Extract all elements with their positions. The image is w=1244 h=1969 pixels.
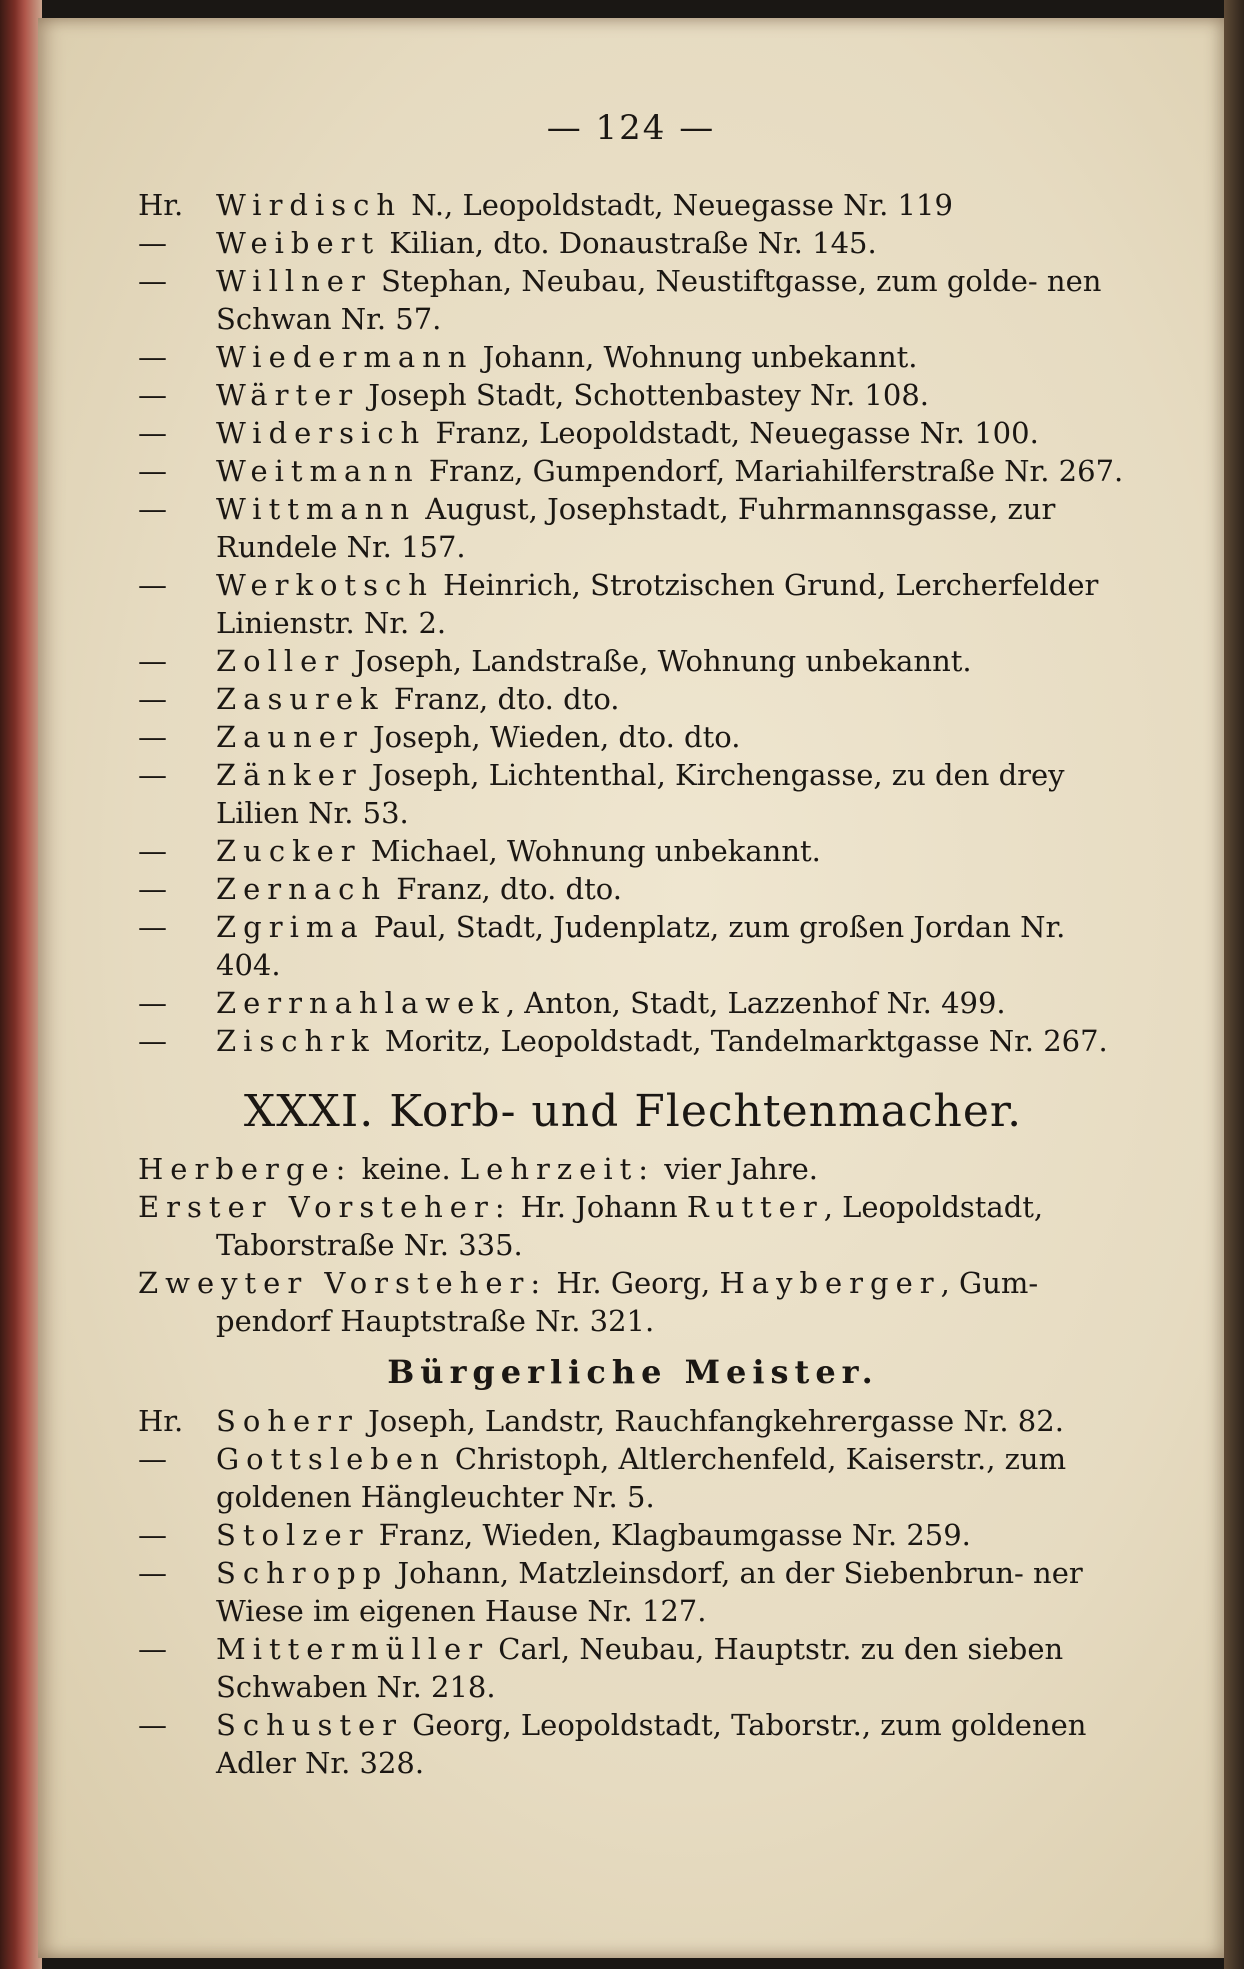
list-item	[138, 338, 1128, 376]
entry-details: , Anton, Stadt, Lazzenhof Nr. 499.	[505, 986, 1006, 1020]
entry-prefix: —	[138, 454, 167, 488]
book-spine-binding	[0, 0, 42, 1969]
section-title: XXXI. Korb- und Flechtenmacher.	[243, 1086, 1023, 1137]
entry-details: Heinrich, Strotzischen Grund, Lercherfelder Linienstr. Nr. 2.	[216, 568, 1099, 640]
entry-name: Zasurek	[216, 682, 385, 716]
entry-details: Kilian, dto. Donaustraße Nr. 145.	[380, 226, 877, 260]
entry-name: Willner	[216, 264, 372, 298]
entry-details: Joseph, Landstraße, Wohnung unbekannt.	[345, 644, 972, 678]
list-item	[138, 984, 1128, 1022]
list-item	[138, 870, 1128, 908]
entry-details: Christoph, Altlerchenfeld, Kaiserstr., zum goldenen Hängleuchter Nr. 5.	[216, 1442, 1067, 1514]
entry-prefix: —	[138, 492, 167, 526]
page-number: — 124 —	[546, 108, 716, 148]
entry-list-top	[138, 186, 1128, 1060]
entry-details: Franz, dto. dto.	[387, 872, 622, 906]
list-item	[138, 1516, 1128, 1554]
entry-prefix: Hr.	[138, 188, 184, 222]
entry-details: Johann, Wohnung unbekannt.	[473, 340, 918, 374]
entry-details: Johann, Matzleinsdorf, an der Siebenbrun- ner Wiese im eigenen Hause Nr. 127.	[216, 1556, 1083, 1628]
entry-name: Zerrnahlawek	[216, 986, 506, 1020]
entry-name: Weibert	[216, 226, 381, 260]
list-item	[138, 262, 1128, 338]
subsection-title: Bürgerliche Meister.	[387, 1353, 879, 1391]
entry-prefix: —	[138, 1708, 167, 1742]
lehrzeit-value: vier Jahre.	[655, 1152, 818, 1186]
list-item	[138, 566, 1128, 642]
entry-name: Mittermüller	[216, 1632, 490, 1666]
erster-vorsteher-name: Rutter	[686, 1190, 824, 1224]
entry-prefix: —	[138, 872, 167, 906]
entry-name: Wittmann	[216, 492, 417, 526]
page-edge	[1224, 0, 1244, 1969]
list-item	[138, 490, 1128, 566]
entry-details: Franz, Wieden, Klagbaumgasse Nr. 259.	[369, 1518, 971, 1552]
entry-details: Franz, Gumpendorf, Mariahilferstraße Nr. 267.	[419, 454, 1124, 488]
erster-vorsteher-prefix: Hr. Johann	[511, 1190, 687, 1224]
entry-prefix: —	[138, 1518, 167, 1552]
list-item	[138, 908, 1128, 984]
entry-name: Schuster	[216, 1708, 404, 1742]
lehrzeit-label: Lehrzeit:	[459, 1152, 656, 1186]
entry-prefix: —	[138, 758, 167, 792]
list-item	[138, 1554, 1128, 1630]
herberge-line	[138, 1150, 1128, 1188]
entry-details: Stephan, Neubau, Neustiftgasse, zum golde- nen Schwan Nr. 57.	[216, 264, 1102, 336]
list-item	[138, 186, 1128, 224]
herberge-value: keine.	[352, 1152, 460, 1186]
entry-details: N., Leopoldstadt, Neuegasse Nr. 119	[402, 188, 953, 222]
entry-name: Zischrk	[216, 1024, 376, 1058]
entry-name: Zucker	[216, 834, 362, 868]
entry-prefix: —	[138, 986, 167, 1020]
entry-prefix: —	[138, 1024, 167, 1058]
entry-name: Gottsleben	[216, 1442, 446, 1476]
entry-prefix: —	[138, 834, 167, 868]
entry-name: Werkotsch	[216, 568, 434, 602]
zweyter-vorsteher-label: Zweyter Vorsteher:	[138, 1266, 548, 1300]
list-item	[138, 680, 1128, 718]
entry-prefix: —	[138, 264, 167, 298]
erster-vorsteher-line	[138, 1188, 1128, 1264]
entry-details: Moritz, Leopoldstadt, Tandelmarktgasse Nr. 267.	[375, 1024, 1108, 1058]
zweyter-vorsteher-prefix: Hr. Georg,	[547, 1266, 720, 1300]
entry-name: Stolzer	[216, 1518, 370, 1552]
entry-name: Zoller	[216, 644, 346, 678]
entry-name: Wirdisch	[216, 188, 403, 222]
entry-details: Michael, Wohnung unbekannt.	[361, 834, 821, 868]
entry-name: Widersich	[216, 416, 427, 450]
entry-details: Paul, Stadt, Judenplatz, zum großen Jordan Nr. 404.	[216, 910, 1066, 982]
entry-prefix: —	[138, 416, 167, 450]
entry-list-bottom	[138, 1402, 1128, 1782]
list-item	[138, 1630, 1128, 1706]
entry-prefix: —	[138, 644, 167, 678]
entry-name: Zgrima	[216, 910, 365, 944]
erster-vorsteher-label: Erster Vorsteher:	[138, 1190, 512, 1224]
entry-details: Joseph Stadt, Schottenbastey Nr. 108.	[359, 378, 930, 412]
list-item	[138, 1706, 1128, 1782]
entry-name: Schropp	[216, 1556, 389, 1590]
entry-prefix: —	[138, 1556, 167, 1590]
list-item	[138, 718, 1128, 756]
entry-name: Zauner	[216, 720, 364, 754]
entry-prefix: —	[138, 378, 167, 412]
entry-prefix: —	[138, 568, 167, 602]
entry-prefix: —	[138, 1632, 167, 1666]
list-item	[138, 832, 1128, 870]
entry-name: Soherr	[216, 1404, 359, 1438]
entry-details: Joseph, Landstr, Rauchfangkehrergasse Nr. 82.	[358, 1404, 1064, 1438]
zweyter-vorsteher-name: Hayberger	[719, 1266, 941, 1300]
entry-details: Joseph, Wieden, dto. dto.	[363, 720, 741, 754]
entry-prefix: —	[138, 340, 167, 374]
list-item	[138, 452, 1128, 490]
entry-prefix: —	[138, 682, 167, 716]
entry-details: Joseph, Lichtenthal, Kirchengasse, zu den drey Lilien Nr. 53.	[216, 758, 1065, 830]
list-item	[138, 642, 1128, 680]
list-item	[138, 756, 1128, 832]
entry-prefix: —	[138, 1442, 167, 1476]
book-page	[38, 18, 1224, 1958]
entry-name: Wärter	[216, 378, 360, 412]
entry-name: Zänker	[216, 758, 363, 792]
entry-name: Weitmann	[216, 454, 420, 488]
entry-details: Georg, Leopoldstadt, Taborstr., zum goldenen Adler Nr. 328.	[216, 1708, 1087, 1780]
entry-prefix: —	[138, 226, 167, 260]
entry-name: Zernach	[216, 872, 388, 906]
list-item	[138, 1022, 1128, 1060]
list-item	[138, 1440, 1128, 1516]
entry-details: Franz, dto. dto.	[384, 682, 620, 716]
page-content	[138, 186, 1128, 1782]
list-item	[138, 224, 1128, 262]
list-item	[138, 376, 1128, 414]
zweyter-vorsteher-address: , Gum- pendorf Hauptstraße Nr. 321.	[216, 1266, 1039, 1338]
entry-prefix: —	[138, 720, 167, 754]
entry-details: Franz, Leopoldstadt, Neuegasse Nr. 100.	[426, 416, 1039, 450]
list-item	[138, 1402, 1128, 1440]
entry-details: August, Josephstadt, Fuhrmannsgasse, zur Rundele Nr. 157.	[216, 492, 1056, 564]
zweyter-vorsteher-line	[138, 1264, 1128, 1340]
entry-name: Wiedermann	[216, 340, 474, 374]
herberge-label: Herberge:	[138, 1152, 353, 1186]
entry-prefix: Hr.	[138, 1404, 184, 1438]
list-item	[138, 414, 1128, 452]
entry-prefix: —	[138, 910, 167, 944]
entry-details: Carl, Neubau, Hauptstr. zu den sieben Schwaben Nr. 218.	[216, 1632, 1064, 1704]
erster-vorsteher-address: , Leopoldstadt, Taborstraße Nr. 335.	[216, 1190, 1044, 1262]
